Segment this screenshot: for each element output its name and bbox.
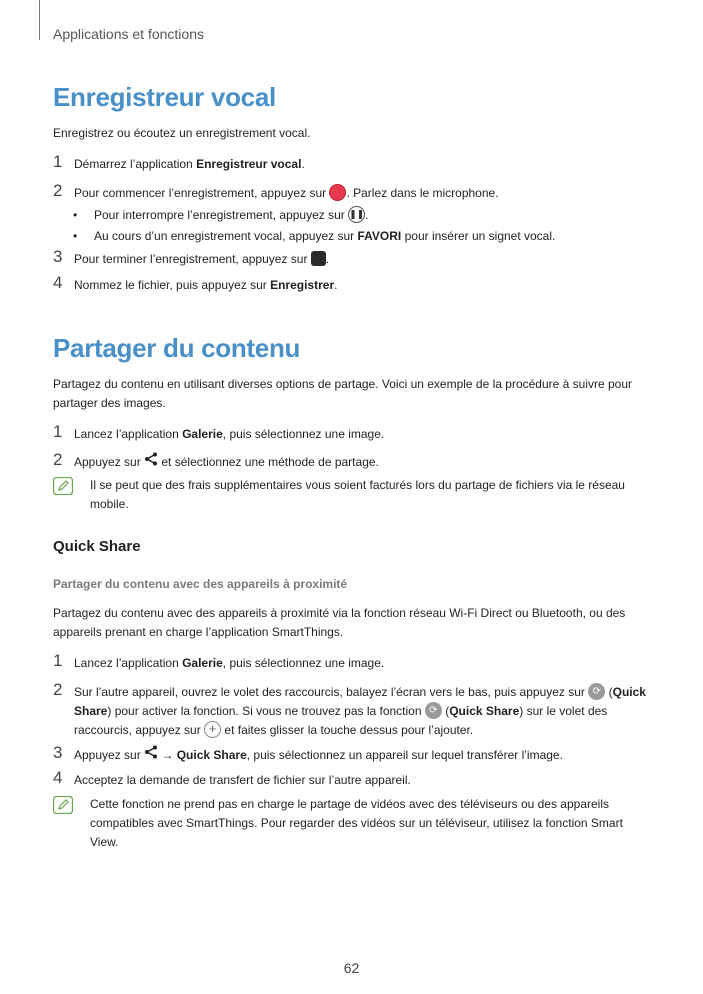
share-icon [144, 452, 158, 472]
subsection-title-quick-share: Quick Share [53, 538, 141, 555]
section-intro-recorder: Enregistrez ou écoutez un enregistrement vocal. [53, 126, 311, 140]
pause-icon: ❚❚ [348, 206, 365, 223]
app-name-voice-recorder: Enregistreur vocal [196, 157, 302, 171]
note-icon [53, 477, 73, 495]
quick-share-icon: ⟳ [588, 683, 605, 700]
quick-share-intro: Partagez du contenu avec des appareils à proximité via la fonction réseau Wi-Fi Direct ou Bluetooth, ou des appareils prenant en charge l’application SmartThings. [53, 606, 626, 639]
add-icon: + [204, 721, 221, 738]
step-number: 1 [53, 651, 63, 670]
step-number: 3 [53, 743, 63, 762]
step-number: 4 [53, 273, 63, 292]
share-icon [144, 745, 158, 765]
margin-rule [39, 0, 40, 40]
step-number: 1 [53, 422, 63, 441]
running-header: Applications et fonctions [53, 26, 204, 42]
step-number: 4 [53, 768, 63, 787]
subsection-subtitle: Partager du contenu avec des appareils à proximité [53, 577, 348, 591]
step-number: 2 [53, 181, 63, 200]
section-intro-share: Partagez du contenu en utilisant diverses options de partage. Voici un exemple de la procédure à suivre pour partager des images. [53, 377, 633, 410]
step-number: 1 [53, 152, 63, 171]
section-title-share: Partager du contenu [53, 333, 301, 363]
section-title-recorder: Enregistreur vocal [53, 82, 276, 112]
note-icon [53, 796, 73, 814]
stop-icon [311, 251, 326, 266]
step-number: 3 [53, 247, 63, 266]
step-number: 2 [53, 680, 63, 699]
quick-share-icon: ⟳ [425, 702, 442, 719]
record-icon [329, 184, 346, 201]
page-number: 62 [343, 960, 360, 976]
step-number: 2 [53, 450, 63, 469]
